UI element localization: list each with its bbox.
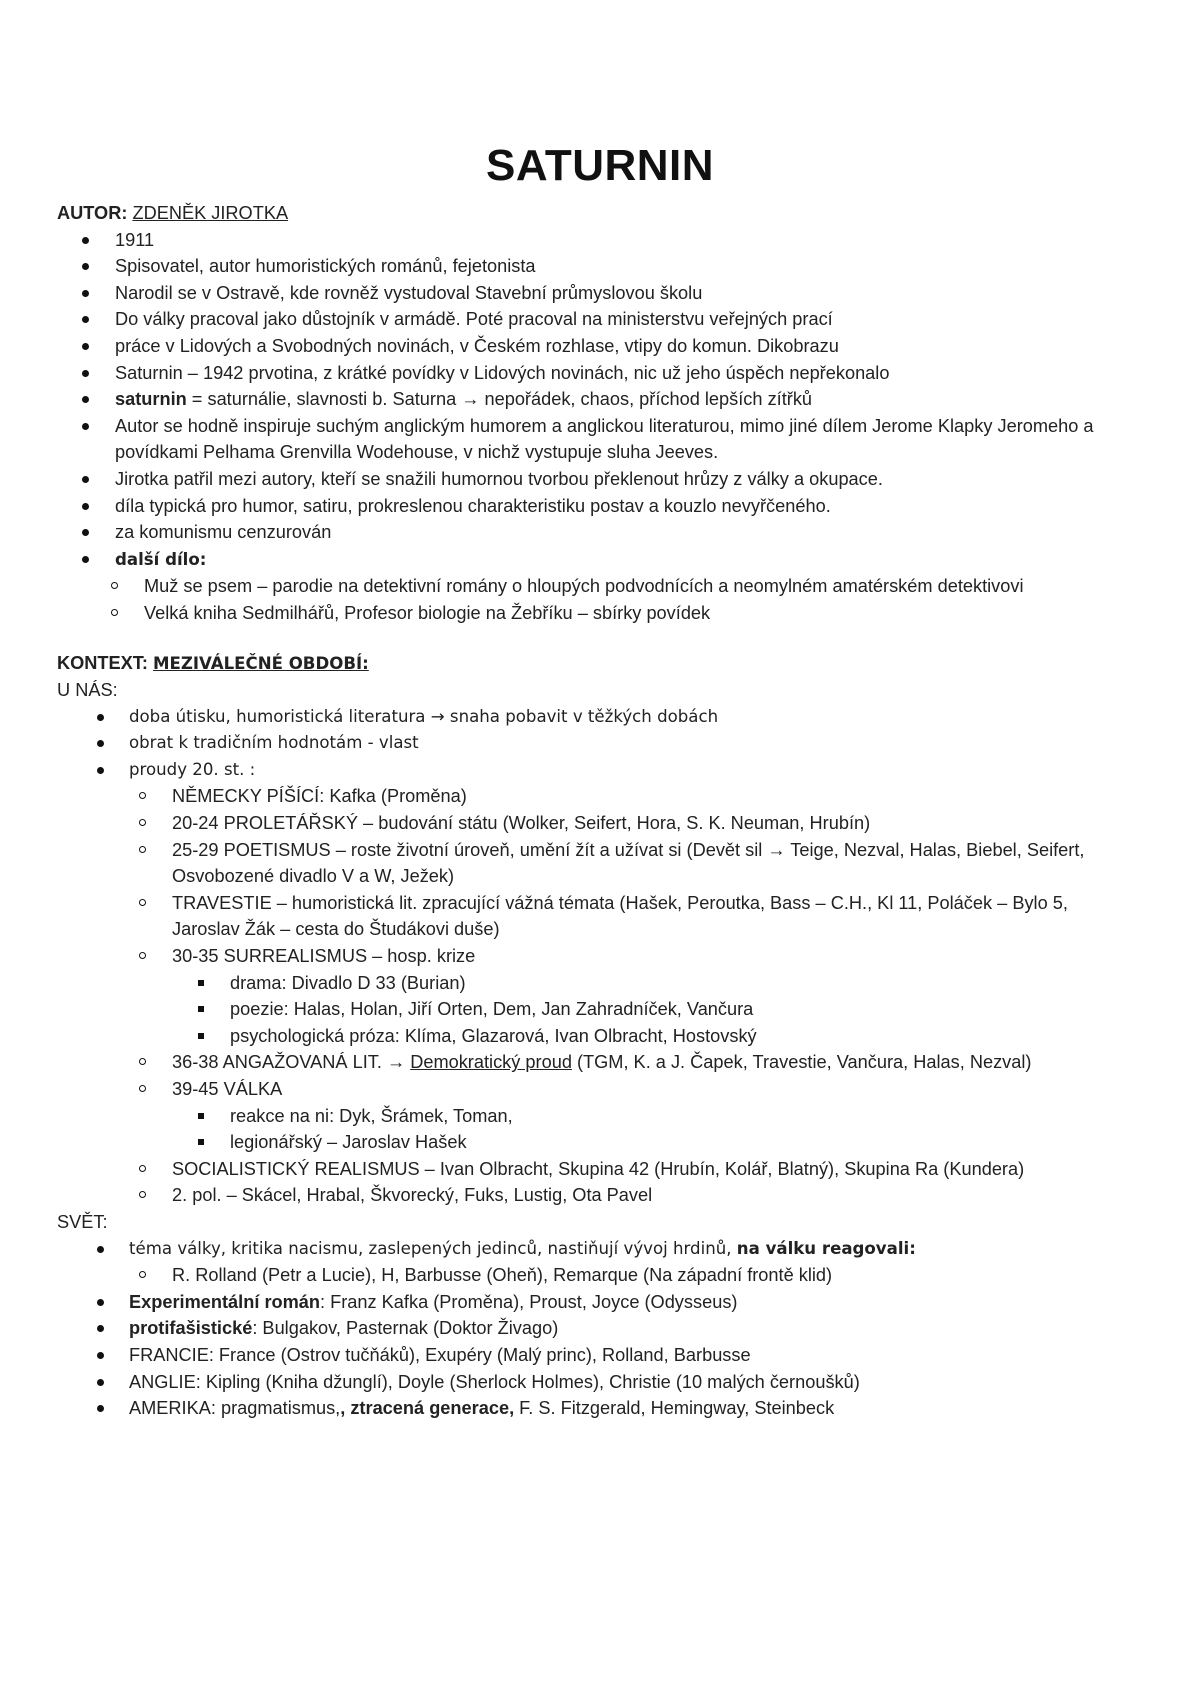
circle-bullet-icon (139, 1271, 146, 1278)
bullet-icon (97, 1246, 104, 1253)
list-item: Velká kniha Sedmilhářů, Profesor biologie na Žebříku – sbírky povídek (57, 600, 1137, 627)
list-item (57, 546, 1137, 574)
spacer (57, 627, 1137, 650)
list-item: Do války pracoval jako důstojník v armádě. Poté pracoval na ministerstvu veřejných prací (57, 306, 1137, 333)
circle-bullet-icon (139, 846, 146, 853)
bullet-icon (82, 423, 89, 430)
list-item: 25-29 POETISMUS – roste životní úroveň, umění žít a užívat si (Devět sil → Teige, Nezval, Halas, Biebel, Seifert, Osvobozené divadlo V a W, Ježek) (57, 837, 1137, 890)
bullet-icon (97, 1299, 104, 1306)
u-nas-list (57, 704, 1137, 1209)
bullet-icon (97, 1352, 104, 1359)
bullet-icon (97, 1405, 104, 1412)
list-item: legionářský – Jaroslav Hašek (57, 1129, 1137, 1156)
document-body (57, 200, 1137, 1422)
page-title: SATURNIN (485, 141, 715, 190)
circle-bullet-icon (111, 582, 118, 589)
bullet-icon (82, 263, 89, 270)
list-item: práce v Lidových a Svobodných novinách, v Českém rozhlase, vtipy do komun. Dikobrazu (57, 333, 1137, 360)
circle-bullet-icon (139, 1191, 146, 1198)
list-item: díla typická pro humor, satiru, prokreslenou charakteristiku postav a kouzlo nevyřčeného. (57, 493, 1137, 520)
list-item: R. Rolland (Petr a Lucie), H, Barbusse (Oheň), Remarque (Na západní frontě klid) (57, 1262, 1137, 1289)
circle-bullet-icon (139, 792, 146, 799)
list-item: reakce na ni: Dyk, Šrámek, Toman, (57, 1103, 1137, 1130)
circle-bullet-icon (139, 1058, 146, 1065)
list-item: SOCIALISTICKÝ REALISMUS – Ivan Olbracht, Skupina 42 (Hrubín, Kolář, Blatný), Skupina Ra (Kundera) (57, 1156, 1137, 1183)
kontext-label: KONTEXT: (57, 652, 148, 673)
square-bullet-icon (198, 980, 204, 986)
circle-bullet-icon (111, 609, 118, 616)
bullet-icon (82, 316, 89, 323)
list-item: 39-45 VÁLKA (57, 1076, 1137, 1103)
list-item: poezie: Halas, Holan, Jiří Orten, Dem, Jan Zahradníček, Vančura (57, 996, 1137, 1023)
list-item: Saturnin – 1942 prvotina, z krátké povídky v Lidových novinách, nic už jeho úspěch nepřekonalo (57, 360, 1137, 387)
bullet-icon (82, 556, 89, 563)
u-nas-heading: U NÁS: (57, 680, 118, 701)
list-item: psychologická próza: Klíma, Glazarová, Ivan Olbracht, Hostovský (57, 1023, 1137, 1050)
list-item: proudy 20. st. : (57, 757, 1137, 784)
list-item: AMERIKA: pragmatismus,, ztracená generace, F. S. Fitzgerald, Hemingway, Steinbeck (57, 1395, 1137, 1422)
list-item: 36-38 ANGAŽOVANÁ LIT. → Demokratický proud (TGM, K. a J. Čapek, Travestie, Vančura, Halas, Nezval) (57, 1049, 1137, 1076)
bullet-icon (97, 714, 104, 721)
bullet-icon (97, 767, 104, 774)
bullet-icon (97, 1325, 104, 1332)
circle-bullet-icon (139, 1165, 146, 1172)
list-item: Jirotka patřil mezi autory, kteří se snažili humornou tvorbou překlenout hrůzy z války a okupace. (57, 466, 1137, 493)
circle-bullet-icon (139, 899, 146, 906)
kontext-name: MEZIVÁLEČNÉ OBDOBÍ: (153, 653, 369, 673)
bullet-icon (82, 503, 89, 510)
list-item: drama: Divadlo D 33 (Burian) (57, 970, 1137, 997)
svet-heading: SVĚT: (57, 1211, 108, 1232)
list-item: doba útisku, humoristická literatura → snaha pobavit v těžkých dobách (57, 704, 1137, 731)
list-item: téma války, kritika nacismu, zaslepených jedinců, nastiňují vývoj hrdinů, na válku reagovali: (57, 1236, 1137, 1263)
autor-label: AUTOR: (57, 203, 128, 223)
list-item: 30-35 SURREALISMUS – hosp. krize (57, 943, 1137, 970)
list-item: NĚMECKY PÍŠÍCÍ: Kafka (Proměna) (57, 783, 1137, 810)
list-item: 20-24 PROLETÁŘSKÝ – budování státu (Wolker, Seifert, Hora, S. K. Neuman, Hrubín) (57, 810, 1137, 837)
list-item: obrat k tradičním hodnotám - vlast (57, 730, 1137, 757)
autor-list (57, 227, 1137, 627)
list-item: TRAVESTIE – humoristická lit. zpracující vážná témata (Hašek, Peroutka, Bass – C.H., Kl 11, Poláček – Bylo 5, Jaroslav Žák – cesta do Študákovi duše) (57, 890, 1137, 943)
bullet-icon (82, 343, 89, 350)
list-item: saturnin = saturnálie, slavnosti b. Saturna → nepořádek, chaos, příchod lepších zítřků (57, 386, 1137, 413)
demokraticky-proud-link: Demokratický proud (410, 1052, 572, 1073)
svet-list (57, 1236, 1137, 1422)
square-bullet-icon (198, 1139, 204, 1145)
bullet-icon (82, 290, 89, 297)
square-bullet-icon (198, 1033, 204, 1039)
circle-bullet-icon (139, 952, 146, 959)
square-bullet-icon (198, 1006, 204, 1012)
dalsi-dilo-label: další dílo: (115, 549, 207, 569)
list-item: Experimentální román: Franz Kafka (Proměna), Proust, Joyce (Odysseus) (57, 1289, 1137, 1316)
bullet-icon (82, 396, 89, 403)
bullet-icon (82, 476, 89, 483)
list-item: ANGLIE: Kipling (Kniha džunglí), Doyle (Sherlock Holmes), Christie (10 malých černoušků) (57, 1369, 1137, 1396)
list-item: 2. pol. – Skácel, Hrabal, Škvorecký, Fuks, Lustig, Ota Pavel (57, 1182, 1137, 1209)
square-bullet-icon (198, 1113, 204, 1119)
circle-bullet-icon (139, 1085, 146, 1092)
bullet-icon (97, 740, 104, 747)
list-item: FRANCIE: France (Ostrov tučňáků), Exupéry (Malý princ), Rolland, Barbusse (57, 1342, 1137, 1369)
autor-name: ZDENĚK JIROTKA (132, 203, 289, 223)
kontext-heading (57, 650, 1137, 678)
list-item: 1911 (57, 227, 1137, 254)
list-item: Spisovatel, autor humoristických románů, fejetonista (57, 253, 1137, 280)
bullet-icon (82, 529, 89, 536)
list-item: za komunismu cenzurován (57, 519, 1137, 546)
list-item: Autor se hodně inspiruje suchým anglickým humorem a anglickou literaturou, mimo jiné dílem Jerome Klapky Jeromeho a povídkami Pelhama Grenvilla Wodehouse, v nichž vystupuje sluha Jeeves. (57, 413, 1137, 466)
bullet-icon (82, 370, 89, 377)
circle-bullet-icon (139, 819, 146, 826)
list-item: Muž se psem – parodie na detektivní romány o hloupých podvodnících a neomylném amatérském detektivovi (57, 573, 1137, 600)
list-item: protifašistické: Bulgakov, Pasternak (Doktor Živago) (57, 1315, 1137, 1342)
list-item: Narodil se v Ostravě, kde rovněž vystudoval Stavební průmyslovou školu (57, 280, 1137, 307)
autor-heading (57, 200, 1137, 227)
bullet-icon (82, 237, 89, 244)
bullet-icon (97, 1379, 104, 1386)
